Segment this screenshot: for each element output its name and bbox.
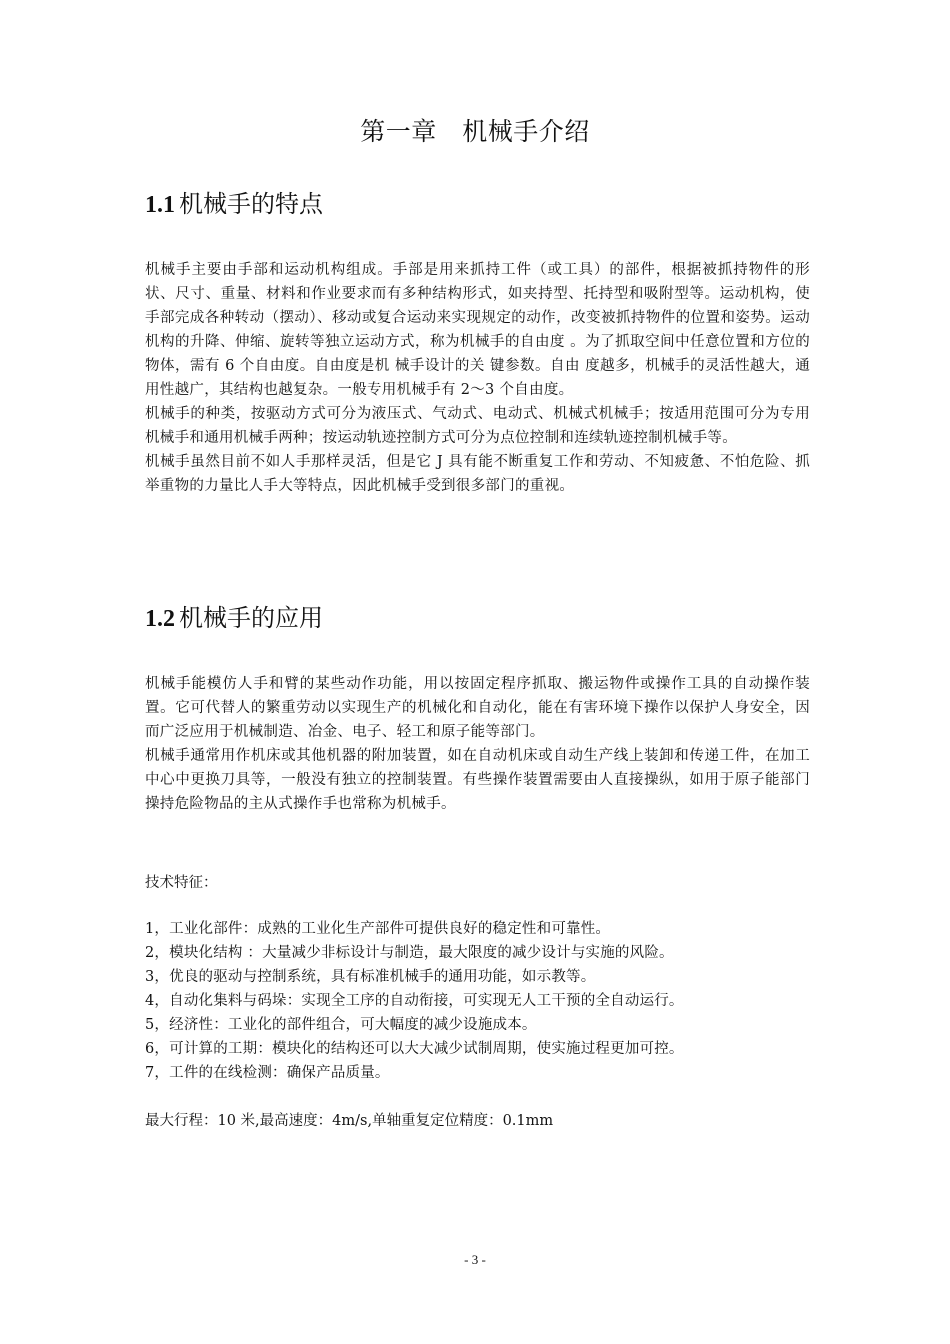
paragraph: 机械手的种类，按驱动方式可分为液压式、气动式、电动式、机械式机械手；按适用范围可分为专用机械手和通用机械手两种；按运动轨迹控制方式可分为点位控制和连续轨迹控制机械手等。 xyxy=(145,406,810,446)
section-number: 1.1 xyxy=(145,192,175,218)
paragraph: 机械手通常用作机床或其他机器的附加装置，如在自动机床或自动生产线上装卸和传递工件，在加工中心中更换刀具等，一般没有独立的控制装置。有些操作装置需要由人直接操纵，如用于原子能部门操持危险物品的主从式操作手也常称为机械手。 xyxy=(145,748,810,812)
section-title: 机械手的特点 xyxy=(179,190,323,218)
list-item: 3，优良的驱动与控制系统，具有标准机械手的通用功能，如示教等。 xyxy=(145,969,596,985)
list-item: 5，经济性：工业化的部件组合，可大幅度的减少设施成本。 xyxy=(145,1017,537,1033)
list-item: 2，模块化结构 ：大量减少非标设计与制造，最大限度的减少设计与实施的风险。 xyxy=(145,945,674,961)
list-item: 7，工件的在线检测：确保产品质量。 xyxy=(145,1065,390,1081)
list-item: 6，可计算的工期：模块化的结构还可以大大减少试制周期，使实施过程更加可控。 xyxy=(145,1041,684,1057)
feature-list xyxy=(145,917,810,1085)
spec-line: 最大行程：10 米,最高速度：4m/s,单轴重复定位精度：0.1mm xyxy=(145,1113,554,1129)
section-title: 机械手的应用 xyxy=(179,604,323,632)
section-1-1-body xyxy=(145,258,810,498)
section-1-2-body xyxy=(145,672,810,816)
paragraph: 机械手虽然目前不如人手那样灵活，但是它 J 具有能不断重复工作和劳动、不知疲惫、不怕危险、抓举重物的力量比人手大等特点，因此机械手受到很多部门的重视。 xyxy=(145,454,810,494)
section-heading-1-1 xyxy=(145,187,323,222)
paragraph: 机械手主要由手部和运动机构组成。手部是用来抓持工件（或工具）的部件，根据被抓持物件的形状、尺寸、重量、材料和作业要求而有多种结构形式，如夹持型、托持型和吸附型等。运动机构，使手部完成各种转动（摆动）、移动或复合运动来实现规定的动作，改变被抓持物件的位置和姿势。运动机构的升降、伸缩、旋转等独立运动方式，称为机械手的自由度 。为了抓取空间中任意位置和方位的物体，需有 6 个自由度。自由度是机 械手设计的关 键参数。自由 度越多，机械手的灵活性越大，通用性越广，其结构也越复杂。一般专用机械手有 2～3 个自由度。 xyxy=(145,262,810,398)
list-item: 1，工业化部件：成熟的工业化生产部件可提供良好的稳定性和可靠性。 xyxy=(145,921,611,937)
section-number: 1.2 xyxy=(145,606,175,632)
section-heading-1-2 xyxy=(145,601,323,636)
paragraph: 机械手能模仿人手和臂的某些动作功能，用以按固定程序抓取、搬运物件或操作工具的自动操作装置。它可代替人的繁重劳动以实现生产的机械化和自动化，能在有害环境下操作以保护人身安全，因而广泛应用于机械制造、冶金、电子、轻工和原子能等部门。 xyxy=(145,676,810,740)
chapter-title: 第一章 机械手介绍 xyxy=(360,117,590,146)
list-item: 4，自动化集料与码垛：实现全工序的自动衔接，可实现无人工干预的全自动运行。 xyxy=(145,993,684,1009)
page-number: - 3 - xyxy=(464,1252,486,1267)
features-label: 技术特征： xyxy=(145,875,218,891)
